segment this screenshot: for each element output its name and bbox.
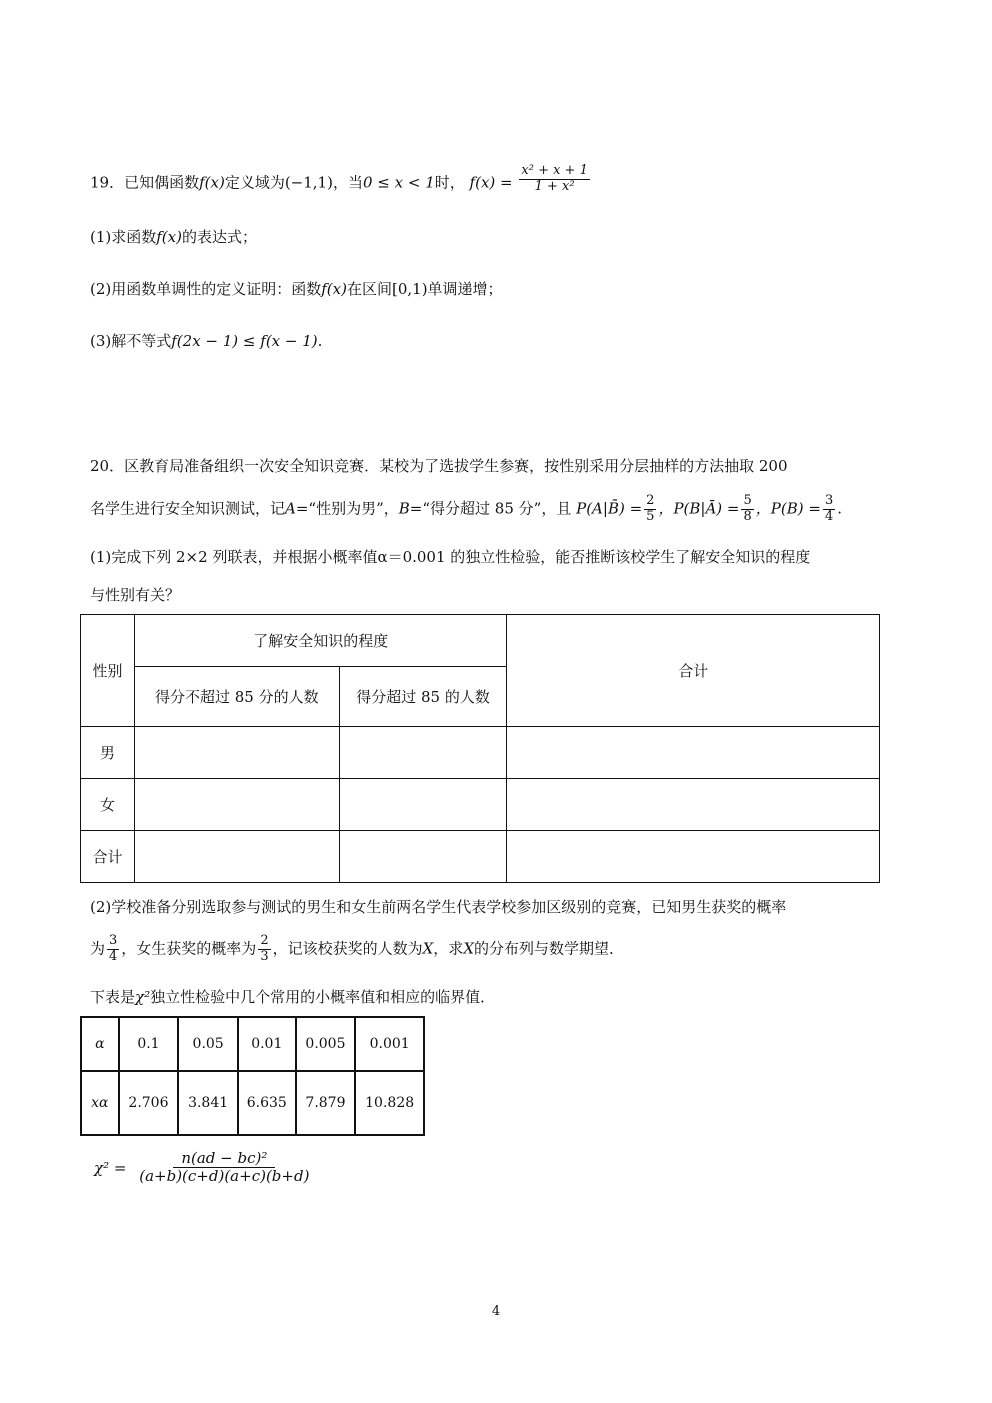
- q20-event-b-def: =“得分超过 85 分”，且: [409, 499, 572, 518]
- q20-part2-post: ，记该校获奖的人数为: [272, 939, 423, 958]
- critical-value: 10.828: [355, 1071, 424, 1135]
- formula-numerator: n(ad − bc)²: [173, 1150, 275, 1168]
- q20-prob3-expr: ，P(B) =: [755, 499, 821, 518]
- q19-stem-mid3: 时，: [434, 173, 465, 192]
- q19-function-lhs: f(x) =: [469, 173, 513, 192]
- page-number: 4: [491, 1304, 501, 1319]
- col-over-85: 得分超过 85 的人数: [339, 667, 507, 727]
- q19-part2-fx: f(x): [321, 280, 347, 298]
- q19-part2: [90, 278, 503, 299]
- female-prob-fraction: [258, 934, 270, 965]
- row-male-label: 男: [81, 727, 135, 779]
- critical-value-table: [80, 1016, 425, 1136]
- var-x: X: [422, 939, 434, 958]
- table-cell[interactable]: [339, 727, 507, 779]
- q20-part2-pre: 为: [90, 939, 106, 958]
- q19-stem-mid: 定义域为: [224, 173, 285, 192]
- q20-line2-end: .: [837, 499, 842, 518]
- q20-prob3-fraction: [823, 494, 835, 525]
- q20-prob1-num: 2: [646, 493, 655, 508]
- alpha-value: 0.005: [296, 1017, 356, 1071]
- table-cell[interactable]: [134, 727, 339, 779]
- crit-intro-pre: 下表是: [90, 988, 136, 1006]
- crit-intro-post: 独立性检验中几个常用的小概率值和相应的临界值．: [150, 988, 496, 1006]
- q20-prob1-fraction: [644, 494, 656, 525]
- male-prob-num: 3: [109, 933, 118, 948]
- q19-part2-post: 单调递增；: [427, 280, 503, 298]
- q19-fx: f(x): [199, 173, 225, 192]
- q20-prob2-fraction: [741, 494, 753, 525]
- gender-header: 性别: [81, 615, 135, 727]
- q19-part2-interval: [0,1): [391, 280, 428, 298]
- q19-stem-mid2: ，当: [332, 173, 363, 192]
- q19-part1-post: 的表达式；: [181, 228, 257, 246]
- alpha-value: 0.1: [119, 1017, 179, 1071]
- critical-value: 7.879: [296, 1071, 356, 1135]
- critical-value: 2.706: [119, 1071, 179, 1135]
- male-prob-fraction: [107, 934, 119, 965]
- row-female-label: 女: [81, 779, 135, 831]
- q20-part2-post2: ，求: [433, 939, 464, 958]
- critical-value: 3.841: [178, 1071, 238, 1135]
- q19-function-fraction: [519, 164, 589, 195]
- crit-intro: [90, 986, 495, 1007]
- q20-prob2-expr: ，P(B|Ā) =: [658, 499, 740, 518]
- q20-part1-line1: (1)完成下列 2×2 列联表，并根据小概率值α＝0.001 的独立性检验，能否推断该校学生了解安全知识的程度: [90, 548, 811, 566]
- q19-part2-mid: 在区间: [346, 280, 392, 298]
- formula-lhs: χ² =: [94, 1158, 127, 1177]
- formula-fraction: [133, 1150, 315, 1186]
- table-cell[interactable]: [134, 831, 339, 883]
- x-alpha-label: xα: [81, 1071, 119, 1135]
- q19-part3: [90, 330, 322, 351]
- table-cell[interactable]: [339, 779, 507, 831]
- q19-part1-fx: f(x): [156, 228, 182, 246]
- knowledge-level-header: 了解安全知识的程度: [134, 615, 507, 667]
- q19-part3-post: .: [317, 332, 323, 350]
- critical-value: 6.635: [238, 1071, 296, 1135]
- q20-event-b: B: [398, 499, 410, 518]
- q19-domain: (−1,1): [284, 173, 333, 192]
- q20-prob2-den: 8: [743, 508, 752, 524]
- q19-part3-inequality: f(2x − 1) ≤ f(x − 1): [171, 332, 318, 350]
- q20-part2-line1: (2)学校准备分别选取参与测试的男生和女生前两名学生代表学校参加区级别的竞赛，已知男生获奖的概率: [90, 898, 787, 916]
- q20-prob3-den: 4: [824, 508, 834, 524]
- q20-line1: 20．区教育局准备组织一次安全知识竞赛．某校为了选拔学生参赛，按性别采用分层抽样的方法抽取 200: [90, 457, 788, 475]
- q19-part1: [90, 226, 257, 247]
- formula-denominator: (a+b)(c+d)(a+c)(b+d): [139, 1167, 310, 1186]
- q20-part2-mid: ，女生获奖的概率为: [121, 939, 257, 958]
- q20-line2: [90, 494, 842, 525]
- q19-stem: [90, 163, 592, 199]
- q20-part2-line2: [90, 934, 624, 965]
- table-cell[interactable]: [507, 831, 880, 883]
- alpha-label: α: [81, 1017, 119, 1071]
- table-cell[interactable]: [134, 779, 339, 831]
- q20-line2-pre: 名学生进行安全知识测试，记: [90, 499, 286, 518]
- table-cell[interactable]: [507, 727, 880, 779]
- male-prob-den: 4: [109, 948, 118, 964]
- q20-event-a-def: =“性别为男”，: [295, 499, 399, 518]
- alpha-value: 0.001: [355, 1017, 424, 1071]
- var-x: X: [463, 939, 474, 958]
- female-prob-num: 2: [260, 933, 269, 948]
- q19-part3-pre: (3)解不等式: [90, 332, 172, 350]
- chi-square-symbol: χ²: [135, 988, 151, 1006]
- q19-part1-pre: (1)求函数: [90, 228, 157, 246]
- alpha-value: 0.05: [178, 1017, 238, 1071]
- alpha-value: 0.01: [238, 1017, 296, 1071]
- q19-fraction-denominator: 1 + x²: [534, 178, 575, 194]
- q20-part2-end: 的分布列与数学期望．: [474, 939, 625, 958]
- q19-condition: 0 ≤ x < 1: [362, 173, 435, 192]
- q19-part2-pre: (2)用函数单调性的定义证明：函数: [90, 280, 322, 298]
- q20-prob3-num: 3: [824, 493, 834, 508]
- contingency-table: [80, 614, 880, 883]
- female-prob-den: 3: [260, 948, 269, 964]
- row-total-label: 合计: [81, 831, 135, 883]
- table-cell[interactable]: [507, 779, 880, 831]
- chi-square-formula: [94, 1150, 317, 1186]
- col-not-over-85: 得分不超过 85 分的人数: [134, 667, 339, 727]
- q19-fraction-numerator: x² + x + 1: [521, 163, 588, 178]
- q20-event-a: A: [285, 499, 296, 518]
- q20-prob2-num: 5: [743, 493, 752, 508]
- table-cell[interactable]: [339, 831, 507, 883]
- q20-part1-line2: 与性别有关？: [90, 586, 181, 604]
- q19-stem-text: 19．已知偶函数: [90, 173, 200, 192]
- q20-prob1-den: 5: [646, 508, 655, 524]
- q20-prob1-expr: P(A|B̄) =: [576, 499, 643, 518]
- total-header: 合计: [507, 615, 880, 727]
